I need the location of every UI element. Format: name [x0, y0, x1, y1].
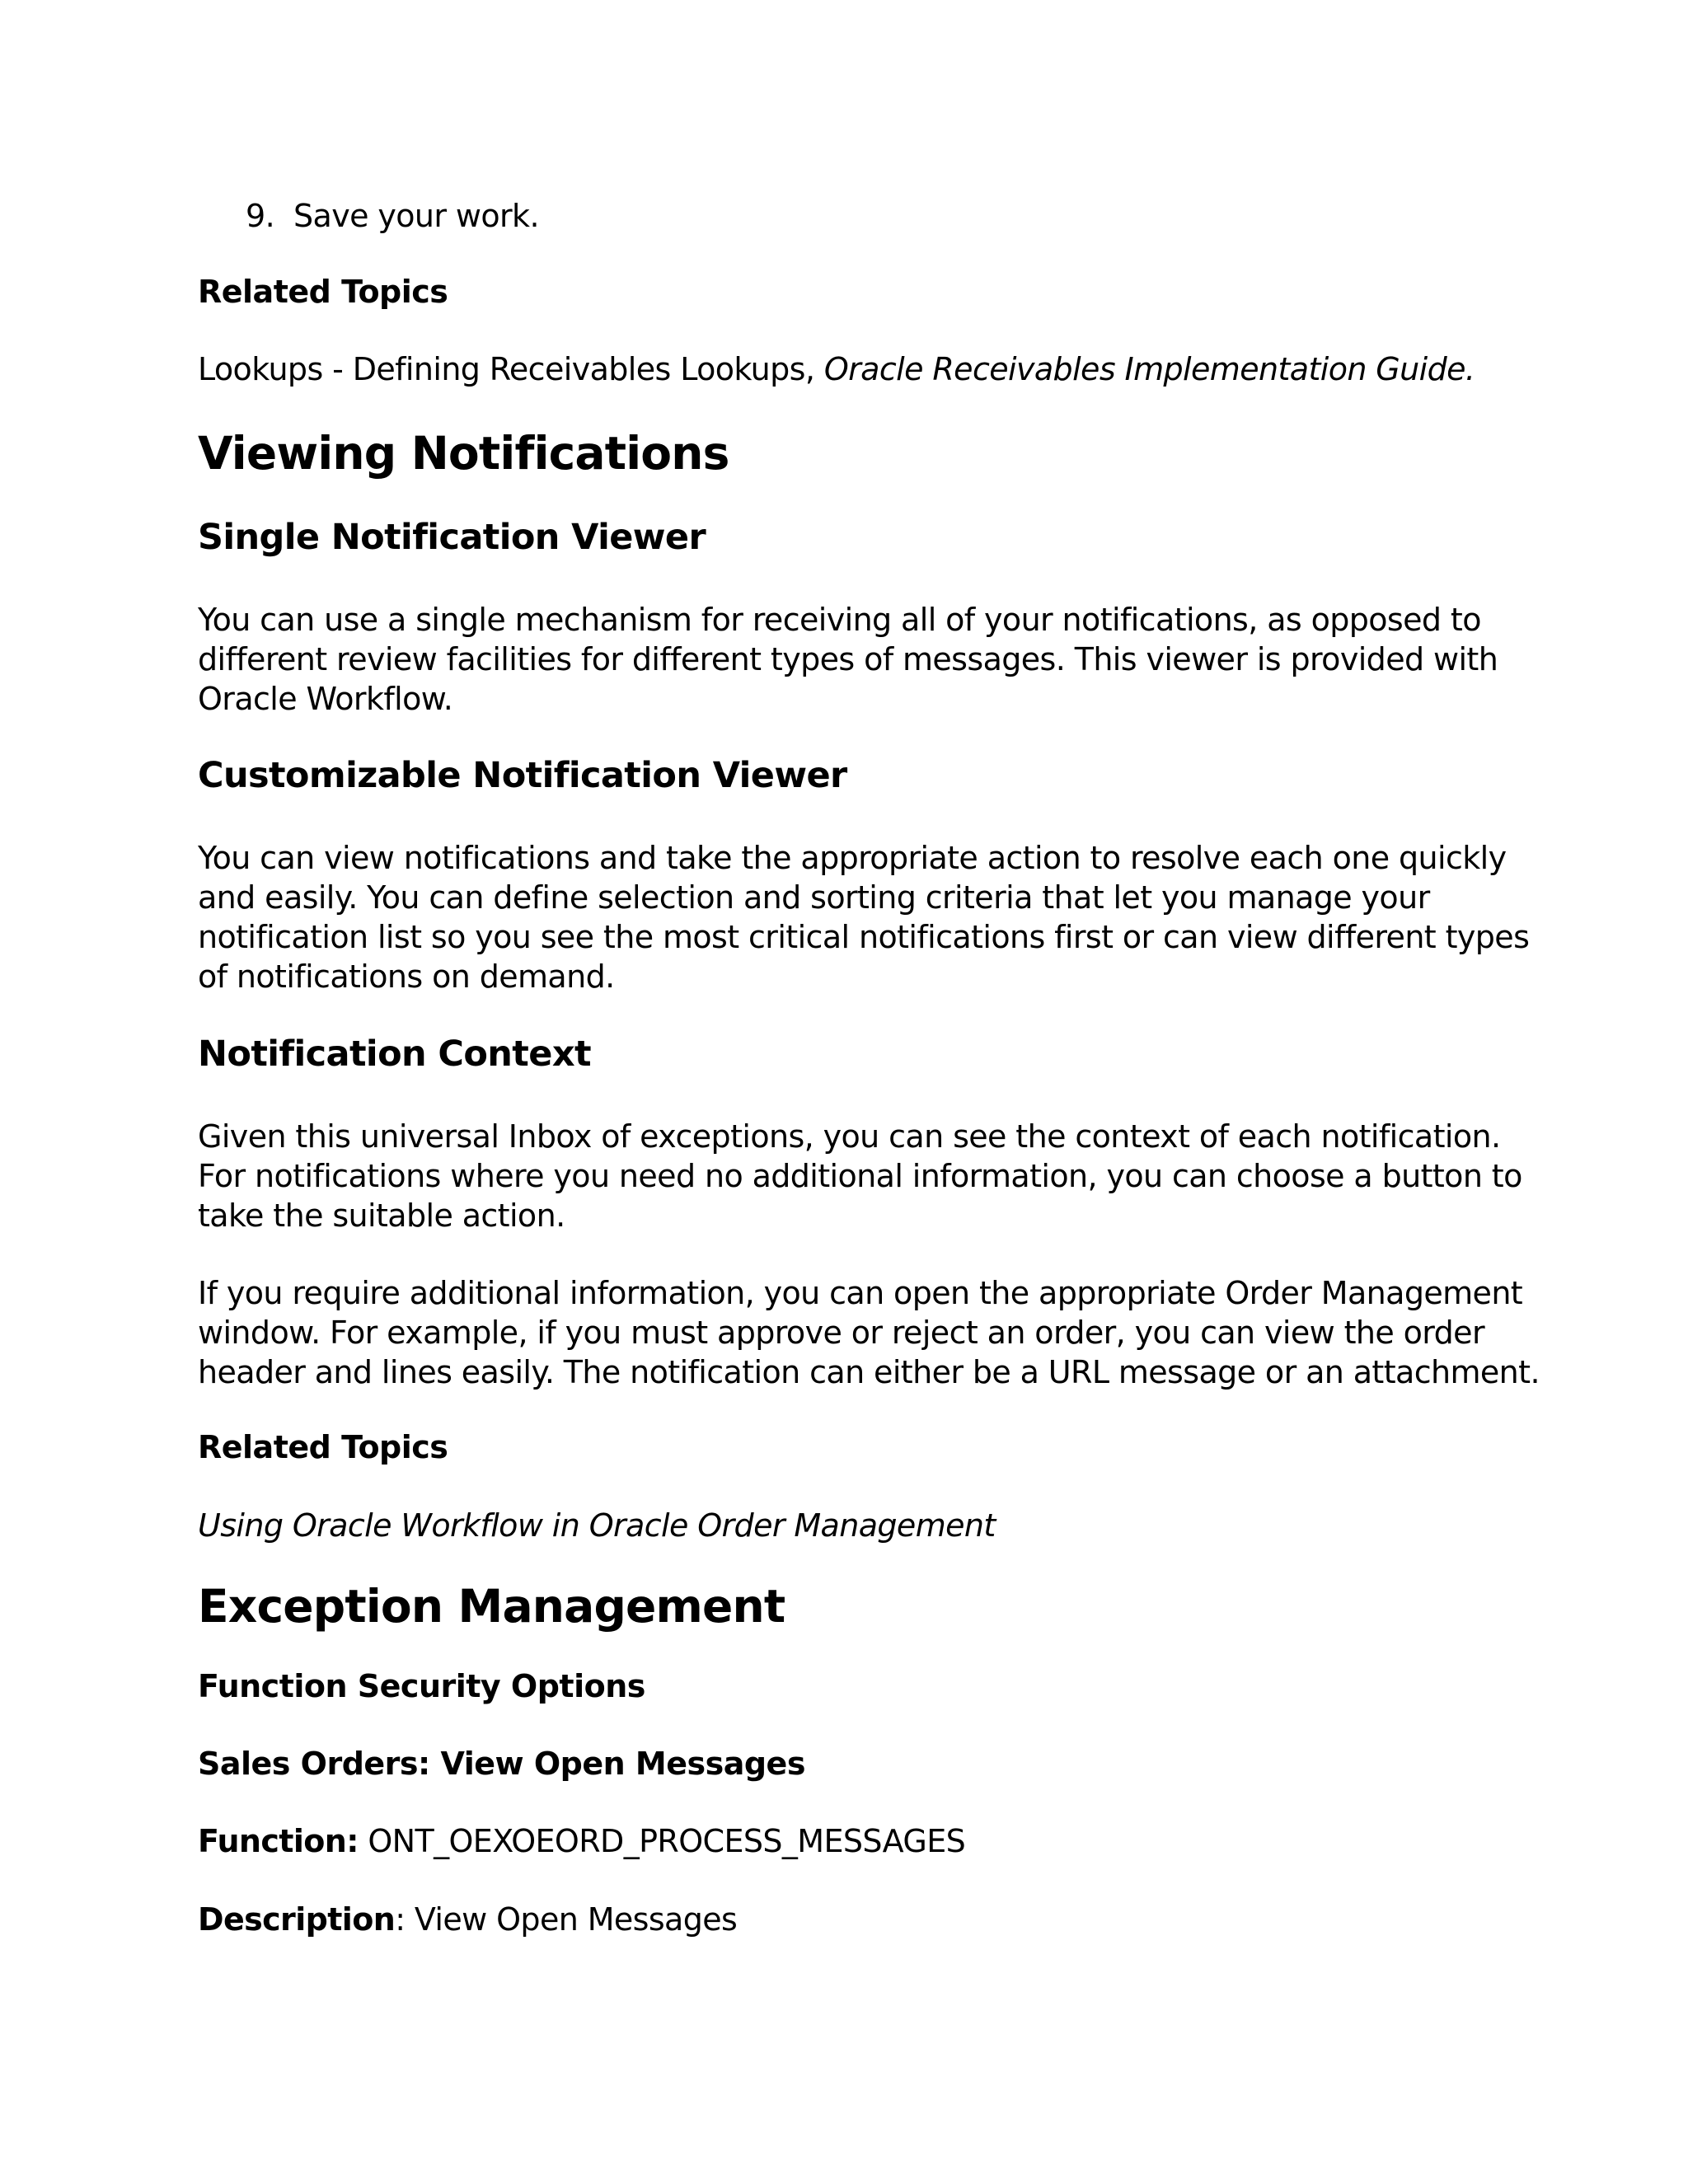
description-row	[198, 1900, 737, 1939]
paragraph-line: different review facilities for different types of messages. This viewer is provided with	[198, 641, 1498, 677]
paragraph-line: take the suitable action.	[198, 1197, 565, 1234]
function-row	[198, 1821, 965, 1861]
function-label: Function:	[198, 1823, 359, 1859]
sales-orders-heading: Sales Orders: View Open Messages	[198, 1746, 805, 1782]
paragraph-customizable-viewer	[198, 838, 1529, 996]
paragraph-line: header and lines easily. The notification can either be a URL message or an attachment.	[198, 1354, 1540, 1390]
paragraph-line: You can view notifications and take the appropriate action to resolve each one quickly	[198, 840, 1507, 876]
subheading-customizable-notification-viewer: Customizable Notification Viewer	[198, 755, 847, 796]
paragraph-single-viewer	[198, 600, 1498, 719]
function-security-heading: Function Security Options	[198, 1668, 645, 1704]
related-topics-heading: Related Topics	[198, 1429, 448, 1465]
paragraph-notification-context-1	[198, 1117, 1522, 1235]
paragraph-line: Oracle Workflow.	[198, 681, 453, 717]
related-topic-link[interactable]	[198, 1506, 996, 1545]
related-topic-guide: Oracle Receivables Implementation Guide.	[823, 351, 1475, 387]
paragraph-line: For notifications where you need no additional information, you can choose a button to	[198, 1158, 1522, 1194]
step-number: 9.	[246, 198, 275, 234]
description-value: : View Open Messages	[395, 1901, 738, 1938]
paragraph-line: and easily. You can define selection and sorting criteria that let you manage your	[198, 879, 1430, 916]
paragraph-line: of notifications on demand.	[198, 958, 615, 995]
subheading-notification-context: Notification Context	[198, 1033, 591, 1075]
section-title-exception-management: Exception Management	[198, 1580, 785, 1633]
related-topic-link[interactable]	[198, 349, 1475, 389]
section-title-viewing-notifications: Viewing Notifications	[198, 427, 729, 480]
paragraph-line: Given this universal Inbox of exceptions, you can see the context of each notification.	[198, 1118, 1501, 1155]
paragraph-line: You can use a single mechanism for receiving all of your notifications, as opposed to	[198, 602, 1481, 638]
related-topics-heading: Related Topics	[198, 274, 448, 310]
related-topic-link-text: Lookups - Defining Receivables Lookups,	[198, 351, 815, 387]
function-value: ONT_OEXOEORD_PROCESS_MESSAGES	[368, 1823, 966, 1859]
paragraph-line: window. For example, if you must approve or reject an order, you can view the order	[198, 1315, 1484, 1351]
step-text: Save your work.	[293, 198, 539, 234]
related-topic-workflow-link: Using Oracle Workflow in Oracle Order Management	[198, 1507, 996, 1544]
paragraph-notification-context-2	[198, 1273, 1540, 1392]
description-label: Description	[198, 1901, 396, 1938]
subheading-single-notification-viewer: Single Notification Viewer	[198, 517, 706, 558]
paragraph-line: If you require additional information, you can open the appropriate Order Management	[198, 1275, 1523, 1311]
paragraph-line: notification list so you see the most critical notifications first or can view different types	[198, 919, 1530, 955]
step-item	[246, 196, 539, 236]
